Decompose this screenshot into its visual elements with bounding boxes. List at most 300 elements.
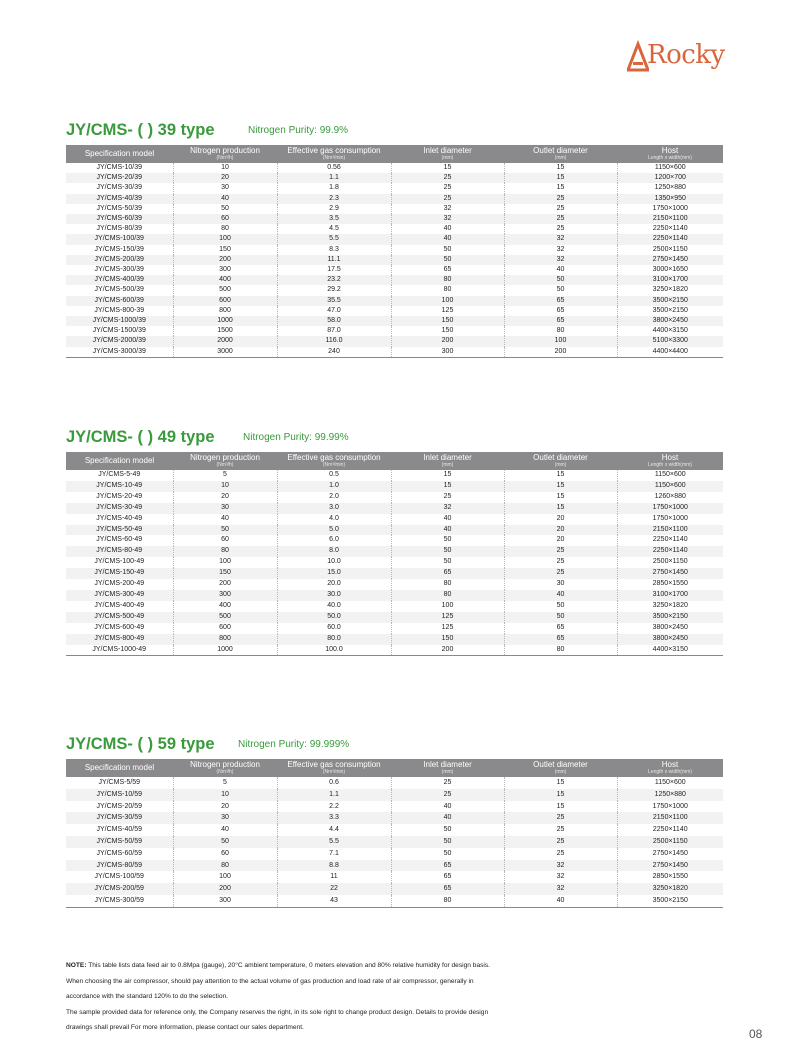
cell-model: JY/CMS-300/59 bbox=[66, 895, 173, 907]
cell-model: JY/CMS-300-49 bbox=[66, 590, 173, 601]
section-purity: Nitrogen Purity: 99.999% bbox=[238, 739, 350, 750]
header-nitrogen-production-label: Nitrogen production bbox=[190, 453, 260, 462]
cell-outlet-diameter: 25 bbox=[504, 214, 617, 224]
cell-model: JY/CMS-60/59 bbox=[96, 849, 143, 857]
table-row bbox=[66, 285, 723, 295]
cell-host: 1750×1000 bbox=[617, 801, 723, 813]
cell-inlet-diameter: 65 bbox=[391, 883, 504, 895]
table-row bbox=[66, 812, 723, 824]
cell-model: JY/CMS-50/59 bbox=[66, 836, 173, 848]
cell-outlet-diameter: 50 bbox=[504, 275, 617, 285]
cell-outlet-diameter: 15 bbox=[504, 777, 617, 789]
cell-gas-consumption: 8.3 bbox=[277, 245, 391, 255]
header-gas-consumption-unit: (Nm³/min) bbox=[322, 155, 346, 161]
cell-outlet-diameter: 200 bbox=[504, 347, 617, 358]
cell-gas-consumption: 0.6 bbox=[277, 777, 391, 789]
cell-inlet-diameter: 40 bbox=[391, 812, 504, 824]
table-row bbox=[66, 492, 723, 503]
table-row bbox=[66, 224, 723, 234]
cell-nitrogen-production: 10 bbox=[173, 163, 277, 173]
cell-model: JY/CMS-200-49 bbox=[94, 580, 145, 588]
table-row bbox=[66, 503, 723, 514]
cell-host: 1250×880 bbox=[617, 183, 723, 193]
table-row bbox=[66, 623, 723, 634]
table-row bbox=[66, 306, 723, 316]
cell-host: 3800×2450 bbox=[617, 623, 723, 634]
cell-outlet-diameter: 25 bbox=[504, 812, 617, 824]
cell-inlet-diameter: 50 bbox=[391, 836, 504, 848]
cell-model: JY/CMS-3000/39 bbox=[66, 347, 173, 358]
cell-gas-consumption: 30.0 bbox=[277, 590, 391, 601]
cell-host: 2750×1450 bbox=[617, 255, 723, 265]
cell-inlet-diameter: 32 bbox=[391, 214, 504, 224]
cell-inlet-diameter: 150 bbox=[391, 634, 504, 645]
cell-outlet-diameter: 32 bbox=[504, 883, 617, 895]
header-inlet-diameter-unit: (mm) bbox=[441, 462, 454, 468]
header-nitrogen-production-label: Nitrogen production bbox=[190, 146, 260, 155]
table-row bbox=[66, 645, 723, 656]
cell-gas-consumption: 11 bbox=[277, 871, 391, 883]
table-row bbox=[66, 824, 723, 836]
header-outlet-diameter bbox=[504, 452, 617, 470]
cell-gas-consumption: 40.0 bbox=[277, 601, 391, 612]
header-host-unit: Length x width(mm) bbox=[648, 155, 692, 161]
table-row bbox=[66, 601, 723, 612]
cell-outlet-diameter: 65 bbox=[504, 306, 617, 316]
cell-model: JY/CMS-60-49 bbox=[96, 536, 143, 544]
cell-host: 3500×2150 bbox=[617, 895, 723, 907]
table-row bbox=[66, 883, 723, 895]
cell-host: 2250×1140 bbox=[617, 224, 723, 234]
cell-nitrogen-production: 300 bbox=[173, 265, 277, 275]
header-nitrogen-production bbox=[173, 452, 277, 470]
cell-inlet-diameter: 80 bbox=[391, 275, 504, 285]
cell-inlet-diameter: 40 bbox=[391, 224, 504, 234]
table-row bbox=[66, 789, 723, 801]
cell-host: 4400×4400 bbox=[617, 347, 723, 358]
cell-inlet-diameter: 50 bbox=[391, 848, 504, 860]
cell-outlet-diameter: 25 bbox=[504, 194, 617, 204]
cell-nitrogen-production: 300 bbox=[173, 895, 277, 907]
cell-outlet-diameter: 25 bbox=[504, 557, 617, 568]
cell-gas-consumption: 5.5 bbox=[277, 234, 391, 244]
cell-gas-consumption: 80.0 bbox=[277, 634, 391, 645]
header-model bbox=[66, 759, 173, 777]
cell-inlet-diameter: 25 bbox=[391, 194, 504, 204]
cell-nitrogen-production: 50 bbox=[173, 204, 277, 214]
section-purity: Nitrogen Purity: 99.9% bbox=[248, 125, 349, 136]
cell-nitrogen-production: 40 bbox=[173, 194, 277, 204]
section-title: JY/CMS- ( ) 39 type bbox=[66, 121, 215, 139]
table-row bbox=[66, 265, 723, 275]
cell-inlet-diameter: 50 bbox=[391, 546, 504, 557]
cell-nitrogen-production: 600 bbox=[173, 623, 277, 634]
header-inlet-diameter-label: Inlet diameter bbox=[423, 453, 472, 462]
cell-gas-consumption: 58.0 bbox=[277, 316, 391, 326]
header-nitrogen-production-label: Nitrogen production bbox=[190, 760, 260, 769]
cell-gas-consumption: 35.5 bbox=[277, 296, 391, 306]
cell-inlet-diameter: 25 bbox=[391, 173, 504, 183]
cell-gas-consumption: 100.0 bbox=[277, 645, 391, 656]
table-row bbox=[66, 194, 723, 204]
table-row bbox=[66, 470, 723, 481]
section-39-type bbox=[66, 121, 723, 358]
cell-host: 3500×2150 bbox=[617, 296, 723, 306]
cell-model: JY/CMS-10/39 bbox=[96, 164, 143, 171]
cell-model: JY/CMS-80/39 bbox=[96, 225, 143, 233]
spec-table bbox=[66, 759, 723, 908]
cell-inlet-diameter: 80 bbox=[391, 590, 504, 601]
cell-inlet-diameter: 300 bbox=[391, 347, 504, 358]
cell-model: JY/CMS-50/39 bbox=[96, 204, 143, 212]
cell-inlet-diameter: 65 bbox=[391, 860, 504, 872]
cell-model: JY/CMS-600/39 bbox=[66, 296, 173, 306]
cell-nitrogen-production: 40 bbox=[173, 514, 277, 525]
table-row bbox=[66, 546, 723, 557]
cell-model: JY/CMS-800-49 bbox=[66, 634, 173, 645]
header-inlet-diameter-unit: (mm) bbox=[441, 769, 454, 775]
header-gas-consumption-unit: (Nm³/min) bbox=[322, 462, 346, 468]
cell-host: 5100×3300 bbox=[617, 336, 723, 346]
cell-outlet-diameter: 50 bbox=[504, 601, 617, 612]
cell-gas-consumption: 4.5 bbox=[277, 224, 391, 234]
cell-gas-consumption: 4.0 bbox=[277, 514, 391, 525]
cell-outlet-diameter: 50 bbox=[504, 285, 617, 295]
table-row bbox=[66, 347, 723, 358]
header-nitrogen-production-unit: (Nm³/h) bbox=[216, 462, 234, 468]
table-row bbox=[66, 514, 723, 525]
cell-host: 1750×1000 bbox=[617, 204, 723, 214]
cell-inlet-diameter: 65 bbox=[391, 568, 504, 579]
header-inlet-diameter-label: Inlet diameter bbox=[423, 146, 472, 155]
table-row bbox=[66, 183, 723, 193]
cell-host: 2500×1150 bbox=[617, 245, 723, 255]
cell-gas-consumption: 22 bbox=[277, 883, 391, 895]
cell-gas-consumption: 5.5 bbox=[277, 836, 391, 848]
cell-gas-consumption: 20.0 bbox=[277, 579, 391, 590]
note-line: drawings shall prevail For more information, please contact our sales department. bbox=[66, 1024, 304, 1031]
table-row bbox=[66, 481, 723, 492]
cell-outlet-diameter: 15 bbox=[504, 503, 617, 514]
table-row bbox=[66, 234, 723, 244]
table-row bbox=[66, 245, 723, 255]
table-row bbox=[66, 568, 723, 579]
cell-nitrogen-production: 20 bbox=[173, 492, 277, 503]
cell-outlet-diameter: 40 bbox=[504, 895, 617, 907]
cell-inlet-diameter: 32 bbox=[391, 204, 504, 214]
header-outlet-diameter-label: Outlet diameter bbox=[533, 760, 588, 769]
cell-model: JY/CMS-40/39 bbox=[66, 194, 173, 204]
cell-gas-consumption: 7.1 bbox=[277, 848, 391, 860]
cell-outlet-diameter: 15 bbox=[504, 470, 617, 481]
section-title: JY/CMS- ( ) 49 type bbox=[66, 428, 215, 446]
spec-table bbox=[66, 452, 723, 656]
cell-nitrogen-production: 800 bbox=[173, 306, 277, 316]
cell-gas-consumption: 3.0 bbox=[277, 503, 391, 514]
cell-gas-consumption: 0.5 bbox=[277, 470, 391, 481]
cell-model: JY/CMS-1500/39 bbox=[92, 327, 146, 335]
cell-outlet-diameter: 32 bbox=[504, 860, 617, 872]
cell-nitrogen-production: 150 bbox=[173, 245, 277, 255]
table-row bbox=[66, 204, 723, 214]
cell-model: JY/CMS-800-39 bbox=[94, 306, 145, 314]
header-model bbox=[66, 145, 173, 163]
cell-outlet-diameter: 15 bbox=[504, 183, 617, 193]
cell-model: JY/CMS-500/39 bbox=[94, 286, 144, 294]
cell-inlet-diameter: 40 bbox=[391, 801, 504, 813]
cell-gas-consumption: 2.0 bbox=[277, 492, 391, 503]
cell-gas-consumption: 43 bbox=[277, 895, 391, 907]
cell-model: JY/CMS-5/59 bbox=[98, 779, 141, 786]
cell-outlet-diameter: 25 bbox=[504, 204, 617, 214]
cell-inlet-diameter: 50 bbox=[391, 535, 504, 546]
cell-host: 2150×1100 bbox=[617, 812, 723, 824]
cell-host: 1250×880 bbox=[617, 789, 723, 801]
cell-gas-consumption: 240 bbox=[277, 347, 391, 358]
cell-nitrogen-production: 60 bbox=[173, 214, 277, 224]
header-gas-consumption-label: Effective gas consumption bbox=[287, 760, 381, 769]
header-model-label: Specification model bbox=[84, 763, 155, 772]
cell-inlet-diameter: 65 bbox=[391, 265, 504, 275]
cell-host: 2150×1100 bbox=[617, 214, 723, 224]
header-gas-consumption bbox=[277, 145, 391, 163]
cell-nitrogen-production: 10 bbox=[173, 481, 277, 492]
cell-inlet-diameter: 32 bbox=[391, 503, 504, 514]
cell-outlet-diameter: 65 bbox=[504, 296, 617, 306]
cell-model: JY/CMS-500-49 bbox=[66, 612, 173, 623]
header-gas-consumption bbox=[277, 759, 391, 777]
cell-gas-consumption: 17.5 bbox=[277, 265, 391, 275]
cell-nitrogen-production: 50 bbox=[173, 836, 277, 848]
table-row bbox=[66, 777, 723, 789]
header-outlet-diameter-label: Outlet diameter bbox=[533, 146, 588, 155]
table-row bbox=[66, 336, 723, 346]
cell-model: JY/CMS-150-49 bbox=[66, 568, 173, 579]
cell-nitrogen-production: 400 bbox=[173, 601, 277, 612]
cell-host: 3250×1820 bbox=[617, 883, 723, 895]
cell-model: JY/CMS-1000-49 bbox=[66, 645, 173, 656]
table-row bbox=[66, 612, 723, 623]
cell-host: 3100×1700 bbox=[617, 590, 723, 601]
cell-outlet-diameter: 25 bbox=[504, 824, 617, 836]
header-host-label: Host bbox=[661, 453, 679, 462]
cell-nitrogen-production: 200 bbox=[173, 883, 277, 895]
cell-nitrogen-production: 30 bbox=[173, 503, 277, 514]
cell-host: 1150×600 bbox=[617, 777, 723, 789]
cell-model: JY/CMS-600-49 bbox=[94, 623, 145, 631]
triangle-logo-icon bbox=[627, 40, 649, 74]
header-gas-consumption-label: Effective gas consumption bbox=[287, 146, 381, 155]
brand-name: Rocky bbox=[647, 40, 725, 70]
cell-nitrogen-production: 300 bbox=[173, 590, 277, 601]
cell-nitrogen-production: 5 bbox=[173, 777, 277, 789]
cell-model: JY/CMS-40/59 bbox=[96, 826, 143, 834]
cell-inlet-diameter: 25 bbox=[391, 183, 504, 193]
cell-nitrogen-production: 400 bbox=[173, 275, 277, 285]
cell-inlet-diameter: 50 bbox=[391, 255, 504, 265]
cell-gas-consumption: 1.8 bbox=[277, 183, 391, 193]
cell-model: JY/CMS-2000/39 bbox=[66, 336, 173, 346]
cell-gas-consumption: 1.0 bbox=[277, 481, 391, 492]
cell-outlet-diameter: 65 bbox=[504, 316, 617, 326]
header-host bbox=[617, 759, 723, 777]
cell-model: JY/CMS-60/39 bbox=[66, 214, 173, 224]
cell-gas-consumption: 2.2 bbox=[277, 801, 391, 813]
cell-inlet-diameter: 50 bbox=[391, 245, 504, 255]
cell-gas-consumption: 6.0 bbox=[277, 535, 391, 546]
header-host-label: Host bbox=[661, 760, 679, 769]
cell-model: JY/CMS-20-49 bbox=[96, 492, 143, 500]
cell-model: JY/CMS-5-49 bbox=[98, 471, 141, 478]
table-row bbox=[66, 860, 723, 872]
cell-outlet-diameter: 25 bbox=[504, 836, 617, 848]
cell-outlet-diameter: 15 bbox=[504, 492, 617, 503]
cell-host: 3000×1650 bbox=[617, 265, 723, 275]
header-host-label: Host bbox=[661, 146, 679, 155]
cell-gas-consumption: 60.0 bbox=[277, 623, 391, 634]
cell-inlet-diameter: 40 bbox=[391, 234, 504, 244]
note-line: accordance with the standard 120% to do the selection. bbox=[66, 993, 229, 1000]
cell-outlet-diameter: 32 bbox=[504, 234, 617, 244]
table-row bbox=[66, 173, 723, 183]
cell-gas-consumption: 10.0 bbox=[277, 557, 391, 568]
header-host-unit: Length x width(mm) bbox=[648, 462, 692, 468]
table-row bbox=[66, 163, 723, 173]
table-row bbox=[66, 836, 723, 848]
cell-host: 1750×1000 bbox=[617, 503, 723, 514]
header-outlet-diameter-unit: (mm) bbox=[554, 769, 567, 775]
brand-logo bbox=[627, 38, 747, 78]
cell-nitrogen-production: 100 bbox=[173, 234, 277, 244]
cell-model: JY/CMS-80-49 bbox=[66, 546, 173, 557]
cell-host: 2500×1150 bbox=[617, 557, 723, 568]
header-inlet-diameter bbox=[391, 759, 504, 777]
cell-host: 2750×1450 bbox=[617, 568, 723, 579]
table-row bbox=[66, 535, 723, 546]
header-gas-consumption-unit: (Nm³/min) bbox=[322, 769, 346, 775]
cell-nitrogen-production: 600 bbox=[173, 296, 277, 306]
cell-nitrogen-production: 500 bbox=[173, 612, 277, 623]
cell-outlet-diameter: 20 bbox=[504, 525, 617, 536]
cell-model: JY/CMS-200/39 bbox=[66, 255, 173, 265]
header-nitrogen-production-unit: (Nm³/h) bbox=[216, 769, 234, 775]
cell-outlet-diameter: 100 bbox=[504, 336, 617, 346]
cell-nitrogen-production: 200 bbox=[173, 579, 277, 590]
cell-gas-consumption: 11.1 bbox=[277, 255, 391, 265]
header-model bbox=[66, 452, 173, 470]
cell-outlet-diameter: 25 bbox=[504, 848, 617, 860]
cell-nitrogen-production: 800 bbox=[173, 634, 277, 645]
cell-nitrogen-production: 30 bbox=[173, 812, 277, 824]
cell-outlet-diameter: 25 bbox=[504, 546, 617, 557]
table-row bbox=[66, 214, 723, 224]
table-row bbox=[66, 316, 723, 326]
cell-inlet-diameter: 15 bbox=[391, 481, 504, 492]
cell-host: 2250×1140 bbox=[617, 234, 723, 244]
cell-outlet-diameter: 15 bbox=[504, 481, 617, 492]
note-line: The sample provided data for reference only, the Company reserves the right, in its sole right to change product design. Details to provide design bbox=[66, 1008, 489, 1016]
cell-nitrogen-production: 20 bbox=[173, 173, 277, 183]
cell-host: 1750×1000 bbox=[617, 514, 723, 525]
header-host bbox=[617, 452, 723, 470]
cell-inlet-diameter: 80 bbox=[391, 895, 504, 907]
header-outlet-diameter bbox=[504, 145, 617, 163]
cell-gas-consumption: 2.9 bbox=[277, 204, 391, 214]
cell-host: 4400×3150 bbox=[617, 645, 723, 656]
cell-host: 4400×3150 bbox=[617, 326, 723, 336]
cell-host: 2250×1140 bbox=[617, 546, 723, 557]
cell-model: JY/CMS-200/59 bbox=[66, 883, 173, 895]
cell-gas-consumption: 1.1 bbox=[277, 789, 391, 801]
cell-model: JY/CMS-30-49 bbox=[66, 503, 173, 514]
cell-model: JY/CMS-30/39 bbox=[96, 184, 143, 192]
cell-outlet-diameter: 25 bbox=[504, 568, 617, 579]
section-59-type bbox=[66, 735, 723, 908]
cell-nitrogen-production: 3000 bbox=[173, 347, 277, 358]
cell-host: 1350×950 bbox=[617, 194, 723, 204]
table-row bbox=[66, 801, 723, 813]
cell-host: 1150×600 bbox=[617, 470, 723, 481]
cell-inlet-diameter: 50 bbox=[391, 824, 504, 836]
cell-outlet-diameter: 25 bbox=[504, 224, 617, 234]
cell-model: JY/CMS-10-49 bbox=[66, 481, 173, 492]
cell-outlet-diameter: 40 bbox=[504, 265, 617, 275]
cell-host: 3800×2450 bbox=[617, 634, 723, 645]
cell-model: JY/CMS-100/59 bbox=[94, 873, 144, 881]
cell-outlet-diameter: 15 bbox=[504, 789, 617, 801]
table-row bbox=[66, 579, 723, 590]
cell-nitrogen-production: 100 bbox=[173, 871, 277, 883]
cell-host: 3100×1700 bbox=[617, 275, 723, 285]
cell-host: 1200×700 bbox=[617, 173, 723, 183]
cell-model: JY/CMS-100-49 bbox=[94, 558, 145, 566]
cell-model: JY/CMS-40-49 bbox=[96, 514, 143, 522]
cell-gas-consumption: 116.0 bbox=[277, 336, 391, 346]
cell-gas-consumption: 3.5 bbox=[277, 214, 391, 224]
header-gas-consumption bbox=[277, 452, 391, 470]
cell-nitrogen-production: 1000 bbox=[173, 316, 277, 326]
cell-gas-consumption: 2.3 bbox=[277, 194, 391, 204]
note-line: When choosing the air compressor, should pay attention to the actual volume of gas production and load rate of air compressor, generally in bbox=[66, 977, 474, 985]
cell-host: 1150×600 bbox=[617, 481, 723, 492]
cell-host: 3250×1820 bbox=[617, 285, 723, 295]
cell-nitrogen-production: 80 bbox=[173, 860, 277, 872]
cell-inlet-diameter: 100 bbox=[391, 601, 504, 612]
cell-inlet-diameter: 25 bbox=[391, 492, 504, 503]
cell-inlet-diameter: 150 bbox=[391, 316, 504, 326]
cell-gas-consumption: 50.0 bbox=[277, 612, 391, 623]
cell-host: 3250×1820 bbox=[617, 601, 723, 612]
cell-nitrogen-production: 80 bbox=[173, 546, 277, 557]
section-title: JY/CMS- ( ) 59 type bbox=[66, 735, 215, 753]
cell-outlet-diameter: 20 bbox=[504, 514, 617, 525]
header-inlet-diameter-label: Inlet diameter bbox=[423, 760, 472, 769]
cell-inlet-diameter: 65 bbox=[391, 871, 504, 883]
cell-inlet-diameter: 40 bbox=[391, 514, 504, 525]
cell-inlet-diameter: 100 bbox=[391, 296, 504, 306]
cell-nitrogen-production: 50 bbox=[173, 525, 277, 536]
header-nitrogen-production bbox=[173, 759, 277, 777]
header-inlet-diameter bbox=[391, 452, 504, 470]
cell-gas-consumption: 1.1 bbox=[277, 173, 391, 183]
cell-outlet-diameter: 32 bbox=[504, 245, 617, 255]
cell-host: 3500×2150 bbox=[617, 612, 723, 623]
cell-nitrogen-production: 80 bbox=[173, 224, 277, 234]
header-gas-consumption-label: Effective gas consumption bbox=[287, 453, 381, 462]
page-number: 08 bbox=[749, 1027, 763, 1041]
cell-host: 1260×880 bbox=[617, 492, 723, 503]
table-row bbox=[66, 590, 723, 601]
